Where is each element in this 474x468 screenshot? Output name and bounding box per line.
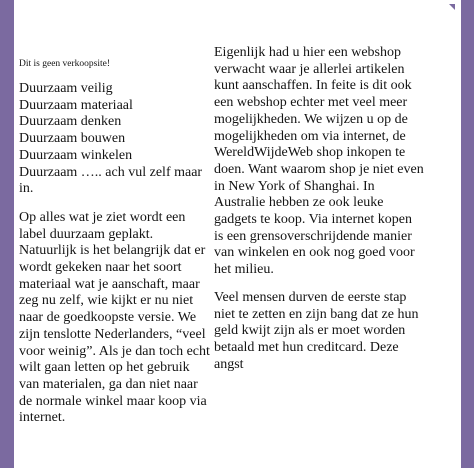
topic-item: Duurzaam ….. ach vul zelf maar in. — [19, 164, 203, 197]
not-a-shop-notice: Dit is geen verkoopsite! — [19, 59, 111, 69]
creditcard-paragraph: Veel mensen durven de eerste stap niet te zetten en zijn bang dat ze hun geld kwijt zijn als er moet worden betaald met hun creditcard. Deze angst — [214, 289, 419, 372]
intro-paragraph: Op alles wat je ziet wordt een label duurzaam geplakt. Natuurlijk is het belangrijk dat er wordt gekeken naar het soort materiaal wat je aanschaft, maar zeg nu zelf, wie kijkt er nu niet naar de goedkoopste versie. We zijn tenslotte Nederlanders, “veel voor weinig”. Als je dan toch echt wilt gaan letten op het gebruik van materialen, ga dan niet naar de normale winkel maar koop via internet. — [19, 209, 210, 426]
topic-list — [19, 81, 211, 198]
right-column — [214, 45, 424, 384]
frame-corner-icon — [447, 2, 457, 12]
right-border — [461, 0, 474, 468]
topic-item: Duurzaam winkelen — [19, 147, 133, 163]
main-content — [14, 0, 461, 468]
topic-item: Duurzaam materiaal — [19, 97, 133, 113]
left-border — [0, 0, 14, 468]
topic-item: Duurzaam denken — [19, 114, 122, 130]
topic-item: Duurzaam bouwen — [19, 131, 126, 147]
webshop-paragraph: Eigenlijk had u hier een webshop verwacht waar je allerlei artikelen kunt aanschaffen. In feite is dit ook een webshop echter met veel meer mogelijkheden. We wijzen u op de mogelijkheden om via internet, de WereldWijdeWeb shop inkopen te doen. Want waarom shop je niet even in New York of Shanghai. In Australie hebben ze ook leuke gadgets te koop. Via internet kopen is een grensoverschrijdende manier van winkelen en ook nog goed voor het milieu. — [214, 45, 424, 278]
left-column — [19, 58, 211, 439]
topic-item: Duurzaam veilig — [19, 81, 113, 96]
